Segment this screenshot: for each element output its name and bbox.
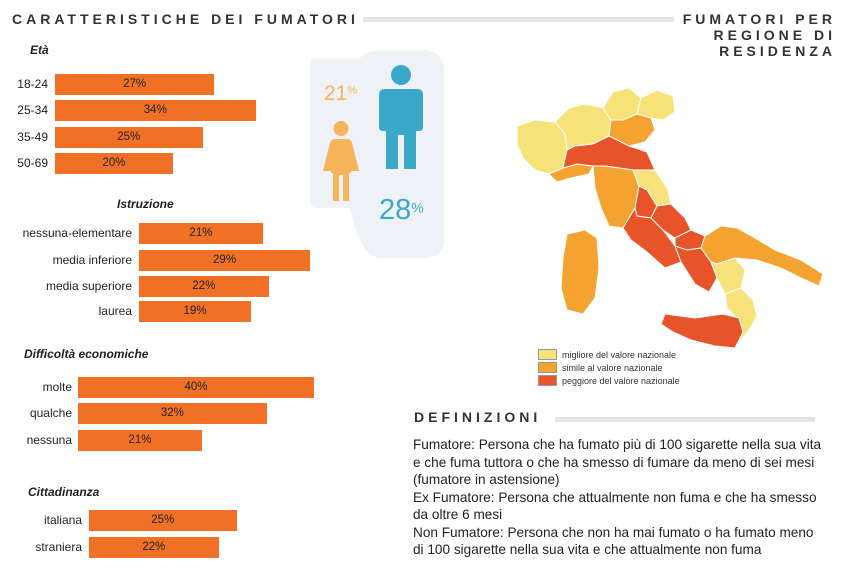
bar-value-label: 21%: [128, 434, 152, 446]
female-unit: %: [347, 84, 358, 97]
bar-value-label: 27%: [123, 78, 147, 90]
definition-ex-fumatore: Ex Fumatore: Persona che attualmente non fuma e che ha smesso da oltre 6 mesi: [413, 489, 817, 522]
left-section-title: CARATTERISTICHE DEI FUMATORI: [12, 11, 359, 27]
region-sardegna: [561, 230, 599, 314]
bar-value-label: 22%: [142, 541, 166, 553]
legend-item: [538, 374, 680, 387]
male-percentage: [379, 194, 424, 227]
map-title-line: FUMATORI PER: [682, 11, 836, 27]
gender-panel: [310, 48, 444, 258]
female-person-icon: [323, 121, 359, 201]
definitions-title: DEFINIZIONI: [414, 409, 542, 425]
bar-value-label: 22%: [192, 280, 216, 292]
male-unit: %: [411, 199, 424, 216]
bar-category-label: straniera: [35, 540, 82, 554]
bar-category-label: italiana: [43, 513, 82, 527]
chart-title: Età: [30, 43, 49, 57]
bar-category-label: laurea: [98, 304, 132, 318]
definitions-text: [413, 436, 823, 559]
bar-category-label: nessuna-elementare: [22, 226, 132, 240]
definitions-divider: [555, 417, 815, 422]
bar-category-label: 18-24: [17, 77, 48, 91]
legend-swatch-worse: [538, 375, 557, 386]
legend-swatch-similar: [538, 362, 557, 373]
bar-category-label: media superiore: [45, 279, 132, 293]
bar-category-label: 35-49: [17, 130, 48, 144]
map-title-line: RESIDENZA: [719, 43, 836, 59]
bar-category-label: qualche: [29, 406, 72, 420]
bar-category-label: nessuna: [26, 433, 72, 447]
bar-value-label: 25%: [117, 131, 141, 143]
female-value: 21: [324, 82, 348, 105]
map-title-line: REGIONE DI: [713, 27, 836, 43]
italy-regional-map: [505, 78, 835, 348]
legend-item: [538, 361, 680, 374]
definition-fumatore: Fumatore: Persona che ha fumato più di 100 sigarette nella sua vita e che fuma tuttora o che ha smesso di fumare da meno di sei mesi (fumatore in astensione): [413, 437, 822, 487]
bar-category-label: 50-69: [17, 156, 48, 170]
chart-title: Difficoltà economiche: [24, 347, 149, 361]
female-percentage: [324, 82, 357, 106]
definition-non-fumatore: Non Fumatore: Persona che non ha mai fumato o ha fumato meno di 100 sigarette nella sua vita e che attualmente non fuma: [413, 524, 814, 557]
bar-value-label: 40%: [184, 381, 208, 393]
bar-value-label: 32%: [160, 407, 184, 419]
legend-label: simile al valore nazionale: [562, 362, 663, 373]
male-value: 28: [379, 194, 412, 226]
bar-value-label: 34%: [143, 104, 167, 116]
bar-category-label: molte: [42, 380, 72, 394]
bar-value-label: 19%: [183, 305, 207, 317]
legend-swatch-better: [538, 349, 557, 360]
legend-item: [538, 348, 680, 361]
map-legend: [538, 348, 680, 387]
region-sicilia: [661, 314, 743, 348]
bar-value-label: 20%: [102, 157, 126, 169]
male-person-icon: [379, 65, 423, 171]
bar-value-label: 21%: [189, 227, 213, 239]
bar-category-label: media inferiore: [52, 253, 132, 267]
bar-category-label: 25-34: [17, 103, 48, 117]
chart-title: Istruzione: [117, 197, 174, 211]
chart-title: Cittadinanza: [28, 485, 100, 499]
legend-label: peggiore del valore nazionale: [562, 375, 680, 386]
bar-value-label: 25%: [151, 514, 175, 526]
map-title: [683, 11, 836, 59]
bar-value-label: 29%: [213, 254, 237, 266]
title-divider: [363, 17, 674, 22]
legend-label: migliore del valore nazionale: [562, 349, 677, 360]
